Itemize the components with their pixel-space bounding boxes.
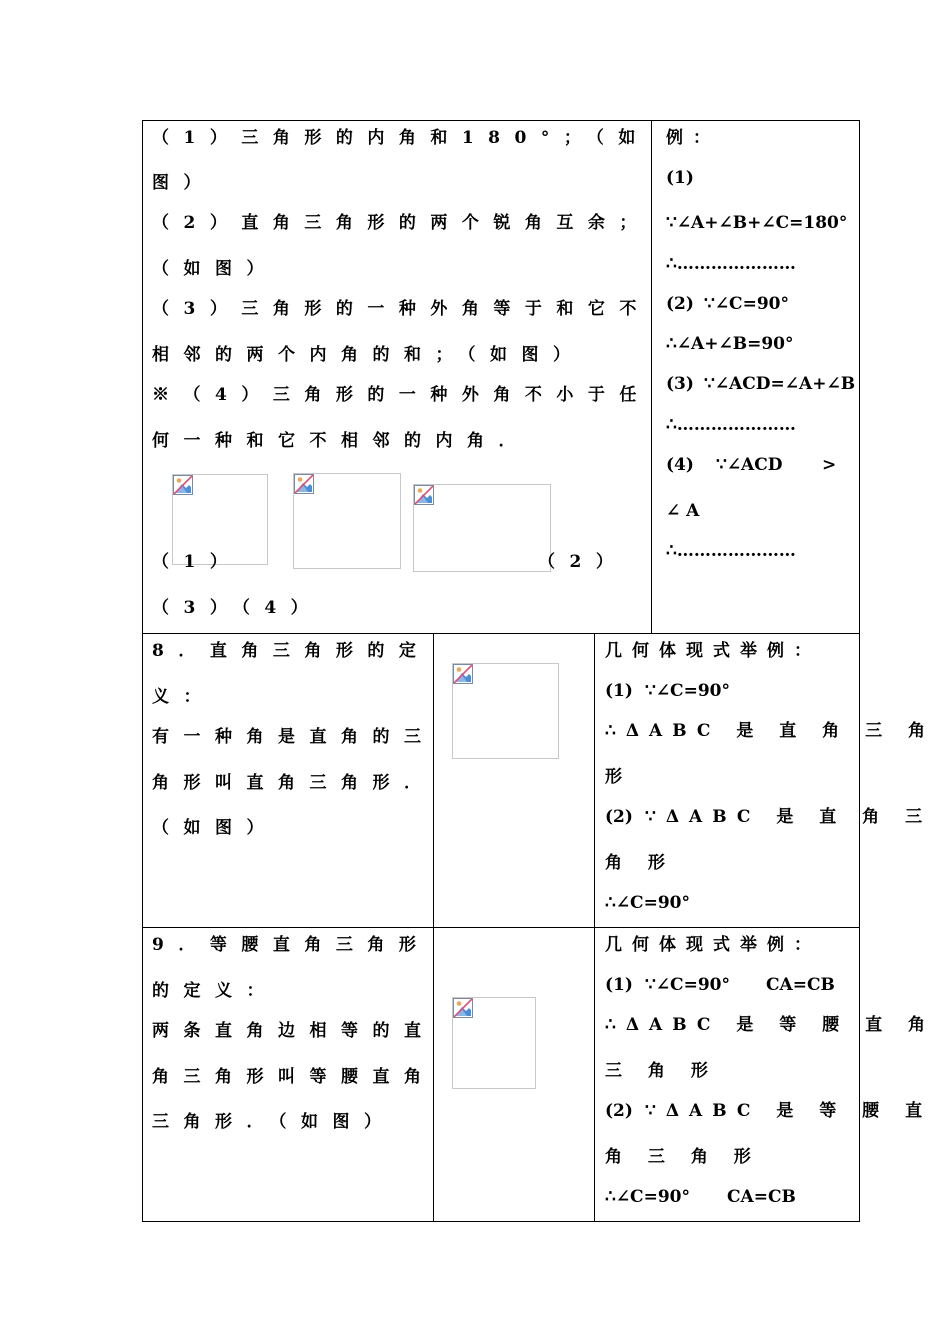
row2-example-2-conclusion: ∴∠C=90° (605, 893, 690, 913)
definition-9-body-line-1: 两条直角边相等的直 (152, 1021, 436, 1041)
row2-example-2-premise-cont: 角 形 (605, 853, 675, 873)
row3-example-title: 几何体现式举例： (605, 935, 821, 955)
example-2-conclusion: ∴∠A+∠B=90° (666, 334, 794, 354)
broken-image-icon (414, 485, 434, 505)
row3-example-2-label: (2) (605, 1101, 633, 1121)
figure-2-image (293, 473, 401, 569)
definition-8-body-line-3: （如图） (152, 818, 278, 838)
table-border-top (142, 120, 860, 121)
row3-example-2-conclusion-sides: CA=CB (727, 1187, 796, 1207)
example-2-label: (2) (666, 294, 694, 314)
example-4-conclusion: ∴………………… (666, 541, 796, 561)
row2-example-title: 几何体现式举例： (605, 641, 821, 661)
example-1-premise: ∵∠A+∠B+∠C=180° (666, 213, 848, 233)
table-border-left (142, 120, 143, 1222)
example-3-conclusion: ∴………………… (666, 415, 796, 435)
broken-image-icon (294, 474, 314, 494)
definition-9-title-line-2: 的定义： (152, 981, 278, 1001)
broken-image-icon (453, 664, 473, 684)
row3-example-1-premise: ∵∠C=90° (645, 975, 730, 995)
row3-example-2-premise-cont: 角 三 角 形 (605, 1147, 761, 1167)
example-4-greater-than: > (822, 455, 837, 475)
definition-8-title-line-2: 义： (152, 687, 215, 707)
row-divider-2 (142, 927, 860, 928)
property-3-line-1: （3）三角形的一种外角等于和它不 (152, 299, 651, 319)
col-divider-a (433, 633, 434, 1222)
right-triangle-figure (452, 663, 559, 759)
definition-8-body-line-1: 有一种角是直角的三 (152, 727, 436, 747)
figure-caption-3-4: （3）（4） (152, 598, 323, 618)
property-2-line-2: （如图） (152, 259, 278, 279)
example-title: 例： (666, 128, 720, 148)
row2-example-2-label: (2) (605, 807, 633, 827)
figure-caption-2: （2） (538, 552, 628, 572)
example-4-premise: ∵∠ACD (716, 455, 783, 475)
definition-9-body-line-3: 三角形．（如图） (152, 1112, 396, 1132)
row3-example-1-premise-sides: CA=CB (766, 975, 835, 995)
row2-example-2-premise: ∵ΔABC 是 直 角 三 (645, 807, 933, 827)
property-1-line-1: （1）三角形的内角和180°；（如 (152, 128, 650, 148)
col-divider-row1 (651, 120, 652, 633)
row-divider-1 (142, 633, 860, 634)
figure-3-image (413, 484, 551, 572)
row2-example-1-premise: ∵∠C=90° (645, 681, 730, 701)
table-border-bottom (142, 1221, 860, 1222)
figure-caption-1: （1） (152, 552, 242, 572)
example-3-label: (3) (666, 374, 694, 394)
definition-8-body-line-2: 角形叫直角三角形． (152, 773, 436, 793)
col-divider-b (594, 633, 595, 1222)
row2-example-1-label: (1) (605, 681, 633, 701)
row3-example-2-conclusion: ∴∠C=90° (605, 1187, 690, 1207)
example-2-premise: ∵∠C=90° (704, 294, 789, 314)
row2-example-1-conclusion-cont: 形 (605, 767, 622, 787)
example-4-angle: ∠ A (666, 501, 700, 521)
property-1-line-2: 图） (152, 173, 215, 193)
example-1-label: (1) (666, 168, 694, 188)
definition-8-title-line-1: 8．直角三角形的定 (152, 641, 431, 661)
isosceles-right-triangle-figure (452, 997, 536, 1089)
table-border-right (859, 120, 860, 1222)
row2-example-1-conclusion: ∴ΔABC 是 直 角 三 角 (605, 721, 936, 741)
property-4-line-1: ※（4）三角形的一种外角不小于任 (152, 385, 651, 405)
definition-9-title-line-1: 9．等腰直角三角形 (152, 935, 431, 955)
property-3-line-2: 相邻的两个内角的和；（如图） (152, 345, 585, 365)
definition-9-body-line-2: 角三角形叫等腰直角 (152, 1067, 436, 1087)
row3-example-1-conclusion-cont: 三 角 形 (605, 1061, 718, 1081)
example-1-conclusion: ∴………………… (666, 254, 796, 274)
row3-example-1-label: (1) (605, 975, 633, 995)
broken-image-icon (173, 475, 193, 495)
example-3-premise: ∵∠ACD=∠A+∠B (704, 374, 856, 394)
broken-image-icon (453, 998, 473, 1018)
example-4-label: (4) (666, 455, 694, 475)
property-2-line-1: （2）直角三角形的两个锐角互余； (152, 213, 651, 233)
row3-example-1-conclusion: ∴ΔABC 是 等 腰 直 角 (605, 1015, 936, 1035)
property-4-line-2: 何一种和它不相邻的内角． (152, 431, 530, 451)
row3-example-2-premise: ∵ΔABC 是 等 腰 直 (645, 1101, 933, 1121)
